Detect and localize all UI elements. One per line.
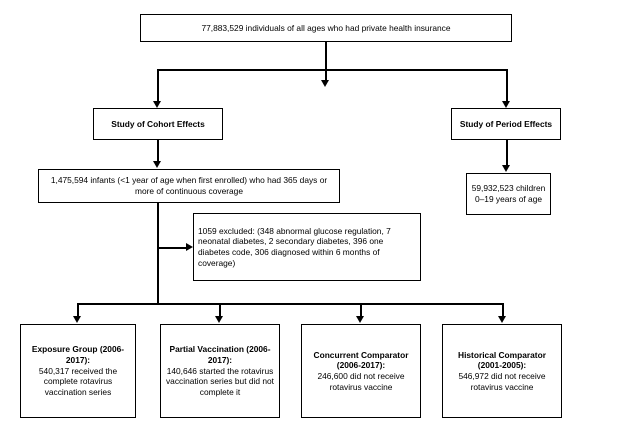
node-concurrent-comparator-title: Concurrent Comparator (2006-2017):	[313, 349, 409, 371]
connector-infants-down	[157, 203, 159, 303]
node-period-effects	[451, 108, 561, 140]
arrow-center-stub	[321, 80, 329, 87]
node-exposure-group-body: 540,317 received the complete rotavirus vaccination series	[38, 365, 118, 398]
node-partial-vaccination-body: 140,646 started the rotavirus vaccination series but did not complete it	[165, 365, 274, 398]
node-cohort-effects-title: Study of Cohort Effects	[111, 118, 205, 129]
node-excluded-text: 1059 excluded: (348 abnormal glucose regulation, 7 neonatal diabetes, 2 secondary diabetes, 396 one diabetes code, 306 diagnosed within 6 months of coverage)	[198, 225, 391, 268]
connector-to-period	[506, 69, 508, 102]
connector-split-bar	[157, 69, 507, 71]
connector-to-exposure	[77, 303, 79, 317]
connector-to-excluded	[157, 247, 187, 249]
connector-period-to-children	[506, 140, 508, 166]
node-partial-vaccination-title: Partial Vaccination (2006-2017):	[169, 344, 271, 365]
node-excluded	[193, 213, 421, 281]
arrow-to-historical	[498, 316, 506, 323]
connector-bottom-bar	[77, 303, 502, 305]
node-historical-comparator-title: Historical Comparator (2001-2005):	[458, 349, 546, 371]
node-children	[466, 173, 551, 215]
node-infants-text: 1,475,594 infants (<1 year of age when first enrolled) who had 365 days or more of continuous coverage	[50, 175, 328, 196]
node-exposure-group	[20, 324, 136, 418]
node-source-text: 77,883,529 individuals of all ages who had private health insurance	[201, 22, 451, 33]
node-concurrent-comparator-body: 246,600 did not receive rotavirus vaccine	[317, 371, 405, 392]
node-historical-comparator	[442, 324, 562, 418]
node-children-text: 59,932,523 children 0–19 years of age	[471, 183, 546, 204]
connector-to-partial	[219, 303, 221, 317]
connector-to-concurrent	[360, 303, 362, 317]
arrow-to-excluded	[186, 243, 193, 251]
arrow-to-cohort	[153, 101, 161, 108]
node-period-effects-title: Study of Period Effects	[459, 118, 553, 129]
arrow-to-concurrent	[356, 316, 364, 323]
arrow-to-exposure	[73, 316, 81, 323]
arrow-cohort-to-infants	[153, 161, 161, 168]
arrow-to-partial	[215, 316, 223, 323]
node-concurrent-comparator	[301, 324, 421, 418]
node-infants	[38, 169, 340, 203]
node-cohort-effects	[93, 108, 223, 140]
node-partial-vaccination	[160, 324, 280, 418]
node-historical-comparator-body: 546,972 did not receive rotavirus vaccine	[458, 371, 546, 392]
connector-to-historical	[502, 303, 504, 317]
connector-source-down	[325, 42, 327, 69]
node-exposure-group-title: Exposure Group (2006-2017):	[31, 344, 125, 365]
connector-to-cohort	[157, 69, 159, 102]
node-source	[140, 14, 512, 42]
connector-cohort-to-infants	[157, 140, 159, 162]
arrow-to-period	[502, 101, 510, 108]
arrow-period-to-children	[502, 165, 510, 172]
